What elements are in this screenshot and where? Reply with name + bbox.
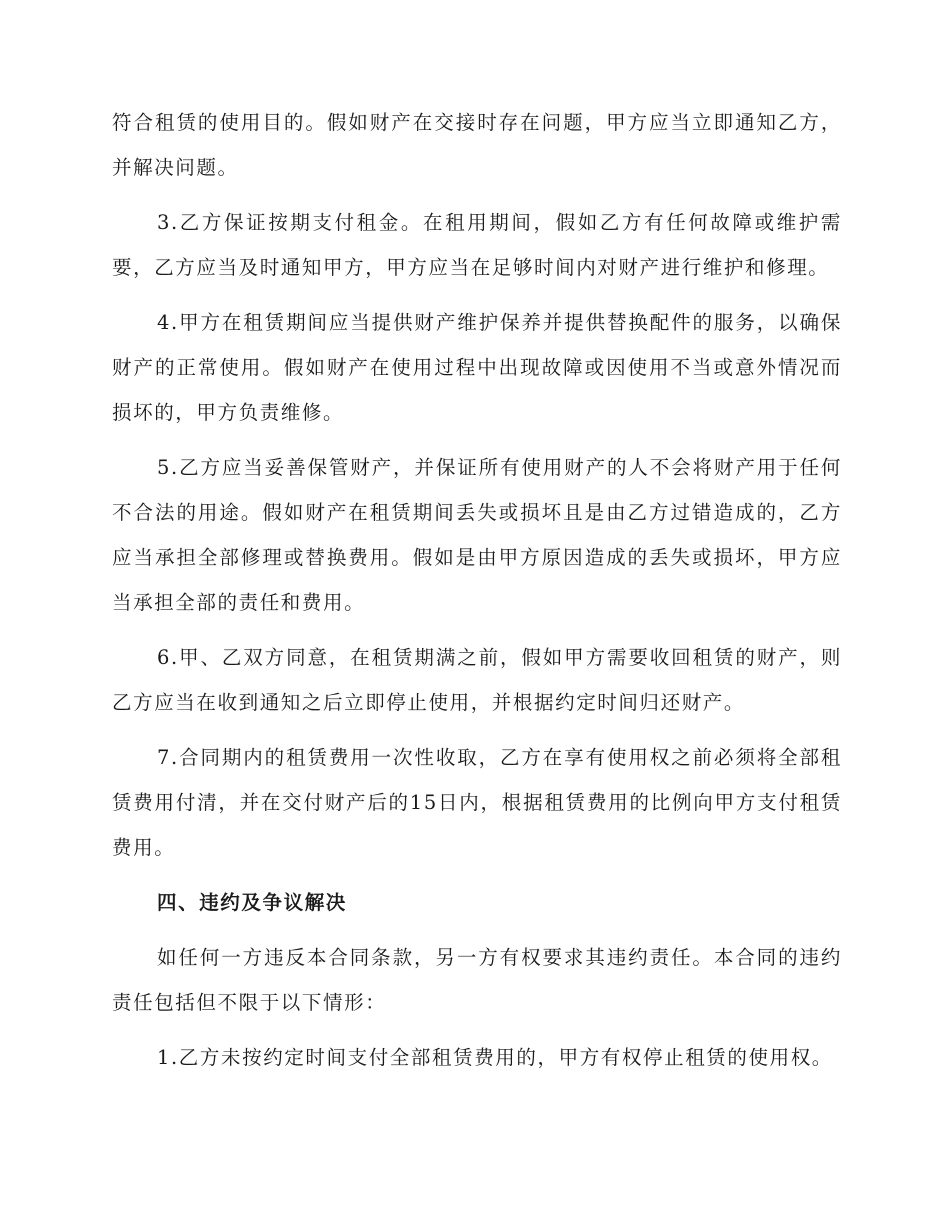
- paragraph-breach-intro: 如任何一方违反本合同条款，另一方有权要求其违约责任。本合同的违约责任包括但不限于以下情形：: [112, 946, 842, 1014]
- section-heading: 四、违约及争议解决: [157, 891, 347, 914]
- paragraph-clause-4: 4.甲方在租赁期间应当提供财产维护保养并提供替换配件的服务，以确保财产的正常使用。假如财产在使用过程中出现故障或因使用不当或意外情况而损坏的，甲方负责维修。: [112, 311, 842, 424]
- paragraph-clause-3: 3.乙方保证按期支付租金。在租用期间，假如乙方有任何故障或维护需要，乙方应当及时通知甲方，甲方应当在足够时间内对财产进行维护和修理。: [112, 211, 842, 279]
- paragraph-continuation: 符合租赁的使用目的。假如财产在交接时存在问题，甲方应当立即通知乙方，并解决问题。: [112, 111, 842, 179]
- paragraph-clause-6: 6.甲、乙双方同意，在租赁期满之前，假如甲方需要收回租赁的财产，则乙方应当在收到通知之后立即停止使用，并根据约定时间归还财产。: [112, 646, 842, 714]
- document-body: [112, 100, 842, 1090]
- paragraph-breach-clause-1: 1.乙方未按约定时间支付全部租赁费用的，甲方有权停止租赁的使用权。: [157, 1046, 833, 1069]
- paragraph-clause-7: 7.合同期内的租赁费用一次性收取，乙方在享有使用权之前必须将全部租赁费用付清，并在交付财产后的15日内，根据租赁费用的比例向甲方支付租赁费用。: [112, 746, 842, 859]
- paragraph-clause-5: 5.乙方应当妥善保管财产，并保证所有使用财产的人不会将财产用于任何不合法的用途。假如财产在租赁期间丢失或损坏且是由乙方过错造成的，乙方应当承担全部修理或替换费用。假如是由甲方原因造成的丢失或损坏，甲方应当承担全部的责任和费用。: [112, 456, 842, 614]
